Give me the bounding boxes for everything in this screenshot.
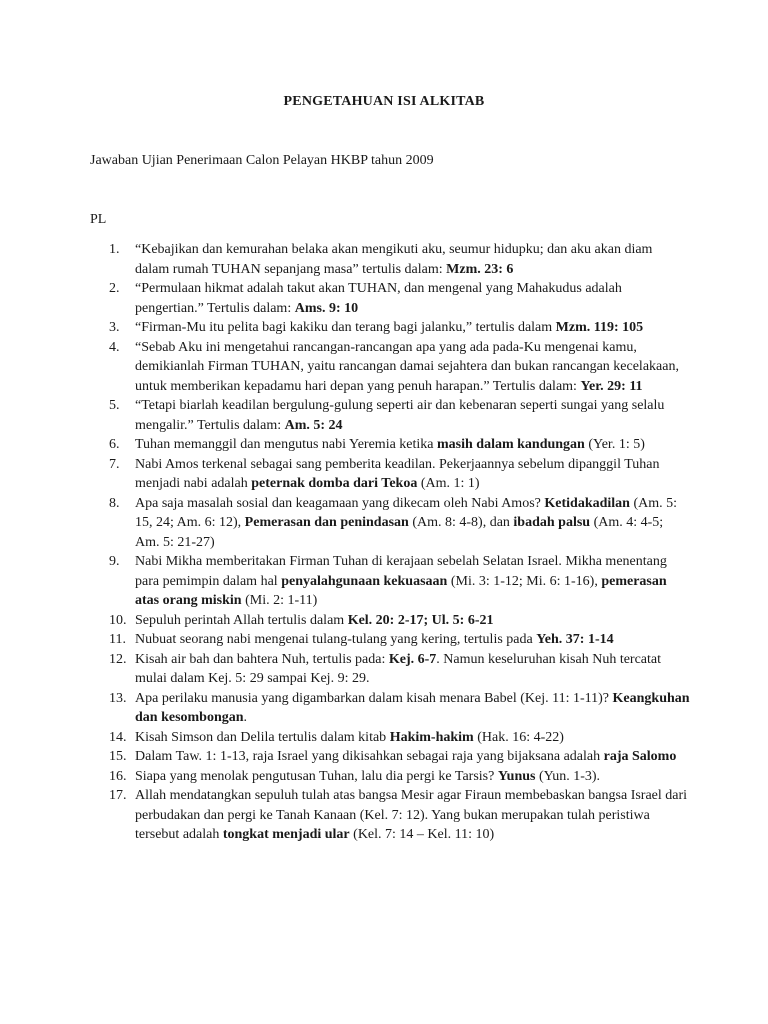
question-text: “Permulaan hikmat adalah takut akan TUHAN, dan mengenal yang Mahakudus adalah pengertian.” Tertulis dalam: <box>135 281 622 316</box>
list-item-number-label: 10. <box>109 612 127 628</box>
list-item-number <box>90 240 135 279</box>
list-item-text <box>135 611 690 631</box>
question-text: Nabi Mikha memberitakan Firman Tuhan di kerajaan sebelah Selatan Israel. Mikha menentang para pemimpin dalam hal <box>135 554 667 589</box>
question-text: Tuhan memanggil dan mengutus nabi Yeremia ketika <box>135 437 437 452</box>
list-item-number-label: 15. <box>109 749 127 764</box>
answer-emphasis: tongkat menjadi ular <box>222 827 350 842</box>
answer-emphasis: penyalahgunaan kekuasaan <box>281 573 448 589</box>
question-text: Apa perilaku manusia yang digambarkan dalam kisah menara Babel (Kej. 11: 1-11)? <box>135 690 613 706</box>
list-item <box>90 396 690 435</box>
answer-emphasis: raja Salomo <box>603 749 677 764</box>
list-item <box>90 279 690 318</box>
question-text: (Am. 5: 15, 24; Am. 6: 12), <box>135 495 678 530</box>
list-item <box>90 728 690 748</box>
list-item <box>90 611 690 631</box>
question-text: “Firman-Mu itu pelita bagi kakiku dan terang bagi jalanku,” tertulis dalam <box>135 320 556 335</box>
answer-emphasis: Kel. 20: 2-17; Ul. 5: 6-21 <box>347 612 494 628</box>
answer-emphasis: pemerasan atas orang miskin <box>135 573 667 608</box>
answer-emphasis: Mzm. 23: 6 <box>446 261 514 277</box>
list-item <box>90 630 690 650</box>
answer-emphasis: Am. 5: 24 <box>284 417 343 433</box>
list-item-number-label: 3. <box>109 320 120 335</box>
question-text: (Kel. 7: 14 – Kel. 11: 10) <box>349 827 495 842</box>
question-text: (Am. 4: 4-5; Am. 5: 21-27) <box>135 515 664 550</box>
list-item-text <box>135 435 690 455</box>
list-item <box>90 494 690 553</box>
list-item-text <box>135 396 690 435</box>
list-item-number-label: 7. <box>109 456 120 472</box>
list-item-text <box>135 552 690 611</box>
list-item-text <box>135 786 690 845</box>
question-text: Dalam Taw. 1: 1-13, raja Israel yang dikisahkan sebagai raja yang bijaksana adalah <box>135 749 604 764</box>
answer-emphasis: Yer. 29: 11 <box>580 378 643 394</box>
list-item-number <box>90 747 135 767</box>
question-text: Siapa yang menolak pengutusan Tuhan, lalu dia pergi ke Tarsis? <box>135 768 498 784</box>
list-item-text <box>135 630 690 650</box>
list-item-number <box>90 338 135 397</box>
list-item-text <box>135 494 690 553</box>
list-item <box>90 650 690 689</box>
list-item-number-label: 6. <box>109 437 120 452</box>
list-item <box>90 240 690 279</box>
list-item-number-label: 11. <box>109 632 126 647</box>
list-item-text <box>135 338 690 397</box>
question-text: . Namun keseluruhan kisah Nuh tercatat mulai dalam Kej. 5: 29 sampai Kej. 9: 29. <box>135 651 662 686</box>
list-item-text <box>135 455 690 494</box>
list-item-number-label: 1. <box>109 242 120 257</box>
list-item-number <box>90 435 135 455</box>
list-item-text <box>135 747 690 767</box>
question-text: Nubuat seorang nabi mengenai tulang-tulang yang kering, tertulis pada <box>135 632 537 647</box>
list-item-text <box>135 279 690 318</box>
section-label: PL <box>90 212 107 227</box>
answer-emphasis: masih dalam kandungan <box>437 437 585 452</box>
list-item <box>90 552 690 611</box>
answer-emphasis: Keangkuhan dan kesombongan <box>135 690 690 725</box>
list-item-number <box>90 494 135 553</box>
list-item-number-label: 14. <box>109 729 127 745</box>
answer-emphasis: Hakim-hakim <box>389 729 474 745</box>
question-text: (Mi. 3: 1-12; Mi. 6: 1-16), <box>447 573 602 589</box>
answer-emphasis: peternak domba dari Tekoa <box>251 476 418 491</box>
question-list <box>90 240 690 845</box>
list-item-text <box>135 728 690 748</box>
list-item-number <box>90 318 135 338</box>
list-item <box>90 786 690 845</box>
list-item-text <box>135 650 690 689</box>
question-text: Kisah air bah dan bahtera Nuh, tertulis pada: <box>135 651 389 667</box>
list-item-number-label: 16. <box>109 768 127 784</box>
answer-emphasis: Yeh. 37: 1-14 <box>536 632 614 647</box>
answer-emphasis: Ams. 9: 10 <box>294 300 359 316</box>
list-item-number <box>90 455 135 494</box>
question-text: “Tetapi biarlah keadilan bergulung-gulung seperti air dan kebenaran seperti sungai yang selalu mengalir.” Tertulis dalam: <box>135 398 665 433</box>
answer-emphasis: Yunus <box>497 768 536 784</box>
list-item-number-label: 12. <box>109 651 127 667</box>
list-item <box>90 318 690 338</box>
list-item-text <box>135 767 690 787</box>
list-item-number-label: 5. <box>109 398 120 413</box>
answer-emphasis: Pemerasan dan penindasan <box>244 515 409 530</box>
list-item-text <box>135 318 690 338</box>
answer-emphasis: ibadah palsu <box>513 515 591 530</box>
list-item-number <box>90 396 135 435</box>
answer-emphasis: Mzm. 119: 105 <box>555 320 644 335</box>
list-item-number <box>90 552 135 611</box>
question-text: (Am. 1: 1) <box>417 476 480 491</box>
question-text: . <box>243 710 248 725</box>
list-item-number-label: 8. <box>109 495 120 511</box>
list-item-number <box>90 767 135 787</box>
list-item <box>90 435 690 455</box>
list-item-number-label: 9. <box>109 554 120 569</box>
list-item-text <box>135 240 690 279</box>
list-item <box>90 747 690 767</box>
question-text: Nabi Amos terkenal sebagai sang pemberita keadilan. Pekerjaannya sebelum dipanggil Tuhan menjadi nabi adalah <box>135 456 660 491</box>
list-item-number <box>90 611 135 631</box>
question-text: “Sebab Aku ini mengetahui rancangan-rancangan apa yang ada pada-Ku mengenai kamu, demikianlah Firman TUHAN, yaitu rancangan damai sejahtera dan bukan rancangan kecelakaan, untuk memberikan kepadamu hari depan yang penuh harapan.” Tertulis dalam: <box>135 339 679 394</box>
question-text: (Yun. 1-3). <box>535 768 601 784</box>
list-item <box>90 689 690 728</box>
list-item-number <box>90 650 135 689</box>
answer-emphasis: Kej. 6-7 <box>388 651 437 667</box>
question-text: Allah mendatangkan sepuluh tulah atas bangsa Mesir agar Firaun membebaskan bangsa Israel dari perbudakan dan pergi ke Tanah Kanaan (Kel. 7: 12). Yang bukan merupakan tulah peristiwa tersebut adalah <box>135 788 688 842</box>
question-text: (Hak. 16: 4-22) <box>473 729 564 745</box>
question-text: (Mi. 2: 1-11) <box>241 593 318 608</box>
question-text: Sepuluh perintah Allah tertulis dalam <box>135 612 348 628</box>
document-title: PENGETAHUAN ISI ALKITAB <box>283 94 485 109</box>
list-item-number <box>90 689 135 728</box>
question-text: (Am. 8: 4-8), dan <box>408 515 514 530</box>
list-item-number-label: 2. <box>109 281 120 296</box>
list-item <box>90 455 690 494</box>
list-item-number <box>90 786 135 845</box>
question-text: Kisah Simson dan Delila tertulis dalam kitab <box>135 729 390 745</box>
answer-emphasis: Ketidakadilan <box>544 495 630 511</box>
list-item-number <box>90 728 135 748</box>
question-text: Apa saja masalah sosial dan keagamaan yang dikecam oleh Nabi Amos? <box>135 495 545 511</box>
list-item <box>90 767 690 787</box>
document-subtitle: Jawaban Ujian Penerimaan Calon Pelayan HKBP tahun 2009 <box>90 153 434 168</box>
list-item-number <box>90 279 135 318</box>
question-text: (Yer. 1: 5) <box>584 437 645 452</box>
list-item <box>90 338 690 397</box>
list-item-number <box>90 630 135 650</box>
list-item-number-label: 17. <box>109 788 127 803</box>
list-item-number-label: 13. <box>109 690 127 706</box>
list-item-text <box>135 689 690 728</box>
question-text: “Kebajikan dan kemurahan belaka akan mengikuti aku, seumur hidupku; dan aku akan diam dalam rumah TUHAN sepanjang masa” tertulis dalam: <box>135 242 653 277</box>
list-item-number-label: 4. <box>109 339 120 355</box>
